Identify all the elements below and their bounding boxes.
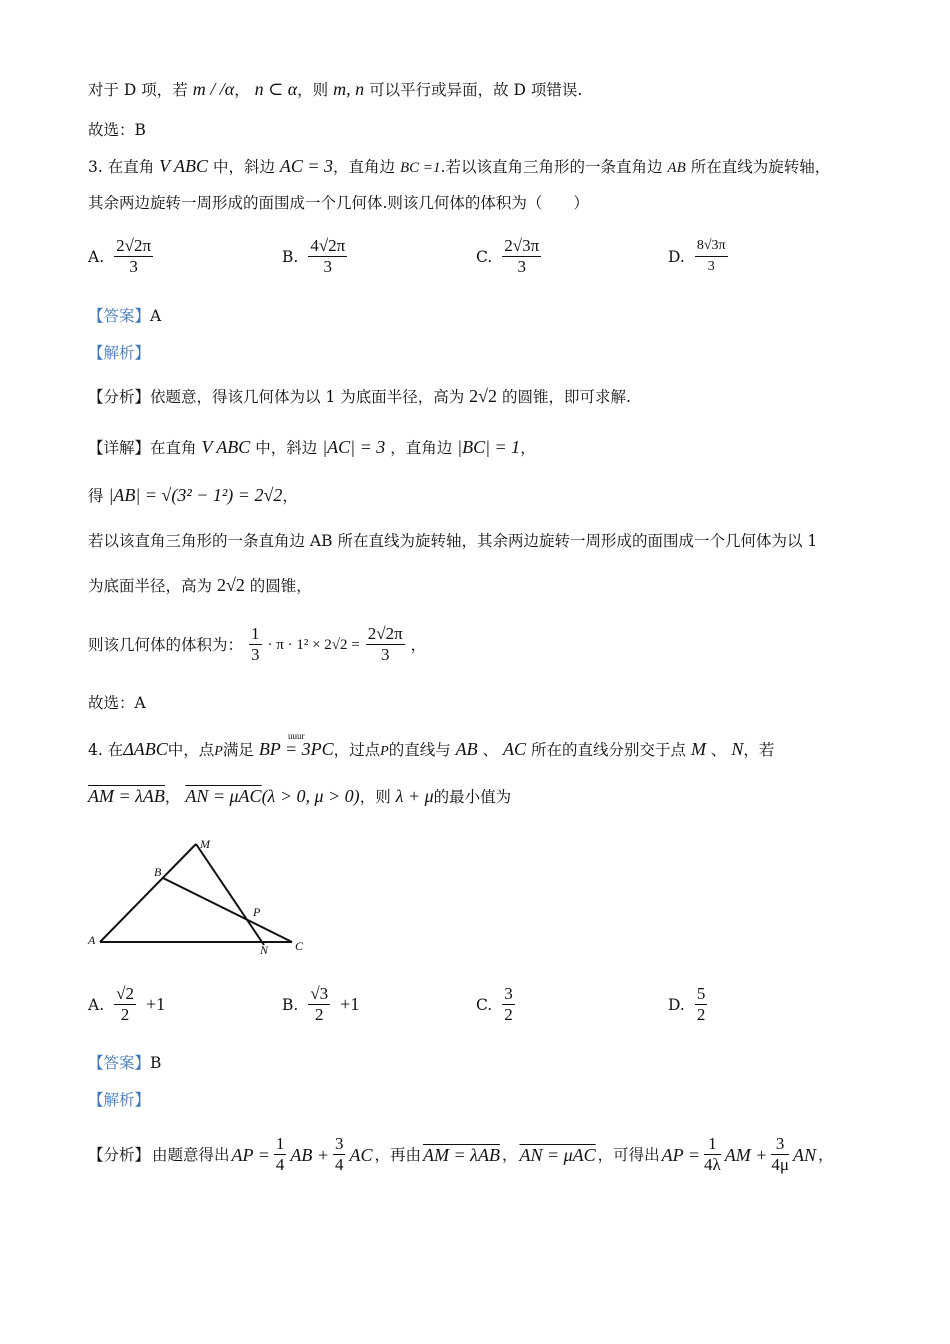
- q4-fenxi: 【分析】 由题意得出 AP = $\frac{1}{4}$ AB + $\frac{3}{4}$ AC ，再由 AM = λAB ， AN = μAC ，可得出 AP = $\frac{1}{4\lambda}$ AM + $\frac{3}{4\mu}$ AN ，: [88, 1134, 834, 1174]
- label-m: M: [200, 837, 210, 851]
- choose-b-line: 故选：B: [88, 121, 146, 139]
- q3-analysis-tag: 【解析】: [88, 344, 151, 362]
- q3-answer: 【答案】A: [88, 307, 162, 325]
- label-a: A: [88, 933, 96, 947]
- q3-option-d[interactable]: D. $\frac{8√3\pi}{3}$: [668, 238, 726, 274]
- q3-option-c[interactable]: C. $\frac{2√3\pi}{3}$: [476, 236, 540, 276]
- q3-long-line2: 为底面半径，高为 2√2 的圆锥，: [88, 575, 312, 595]
- q3-fenxi: 【分析】依题意，得该几何体为以 1 为底面半径，高为 2√2 的圆锥，即可求解.: [88, 386, 631, 406]
- line-mn: [196, 844, 264, 945]
- line-am: [100, 844, 196, 942]
- line-d-item: 对于 D 项，若 m / /α， n ⊂ α，则 m, n 可以平行或异面，故 D 项错误.: [88, 79, 583, 99]
- q4-answer: 【答案】B: [88, 1054, 162, 1072]
- line-bc: [163, 878, 292, 942]
- q4-option-b[interactable]: B. $\frac{√3}{2}$ +1: [282, 984, 360, 1024]
- q3-de-line: 得 |AB| = √(3² − 1²) = 2√2，: [88, 485, 298, 505]
- q3-xiangjie: 【详解】在直角 V ABC 中，斜边 |AC| = 3 ，直角边 |BC| = 1，: [88, 437, 536, 457]
- q3-option-b[interactable]: B. $\frac{4√2\pi}{3}$: [282, 236, 346, 276]
- q4-option-d[interactable]: D. $\frac{5}{2}$: [668, 984, 706, 1024]
- label-n: N: [260, 943, 269, 957]
- q4-stem-line2: AM = λAB， AN = μAC(λ > 0, μ > 0)，则 λ + μ的最小值为: [88, 786, 512, 806]
- q4-analysis-tag: 【解析】: [88, 1091, 151, 1109]
- q3-volume-line: 则该几何体的体积为： $\frac{1}{3}$ · π · 1² × 2√2 = $\frac{2√2\pi}{3}$ ，: [88, 624, 427, 664]
- q3-long-line1: 若以该直角三角形的一条直角边 AB 所在直线为旋转轴，其余两边旋转一周形成的面围成一个几何体为以 1: [88, 532, 818, 550]
- q3-stem-line1: 3. 在直角 V ABC 中，斜边 AC = 3，直角边 BC =1.若以该直角三角形的一条直角边 AB 所在直线为旋转轴，: [88, 156, 831, 176]
- q4-option-c[interactable]: C. $\frac{3}{2}$: [476, 984, 513, 1024]
- q3-stem-line2: 其余两边旋转一周形成的面围成一个几何体.则该几何体的体积为（ ）: [88, 194, 589, 212]
- label-c: C: [295, 939, 304, 953]
- q4-option-a[interactable]: A. $\frac{√2}{2}$ +1: [88, 984, 166, 1024]
- q3-choose: 故选：A: [88, 694, 146, 712]
- triangle-figure: [84, 832, 314, 960]
- label-p: P: [253, 905, 261, 919]
- q4-stem-line1: 4. 在ΔABC中，点P满足 uuur BP = 3PC，过点P的直线与 AB 、 AC 所在的直线分别交于点 M 、 N，若: [88, 731, 775, 759]
- label-b: B: [154, 865, 162, 879]
- q3-option-a[interactable]: A. $\frac{2√2\pi}{3}$: [88, 236, 152, 276]
